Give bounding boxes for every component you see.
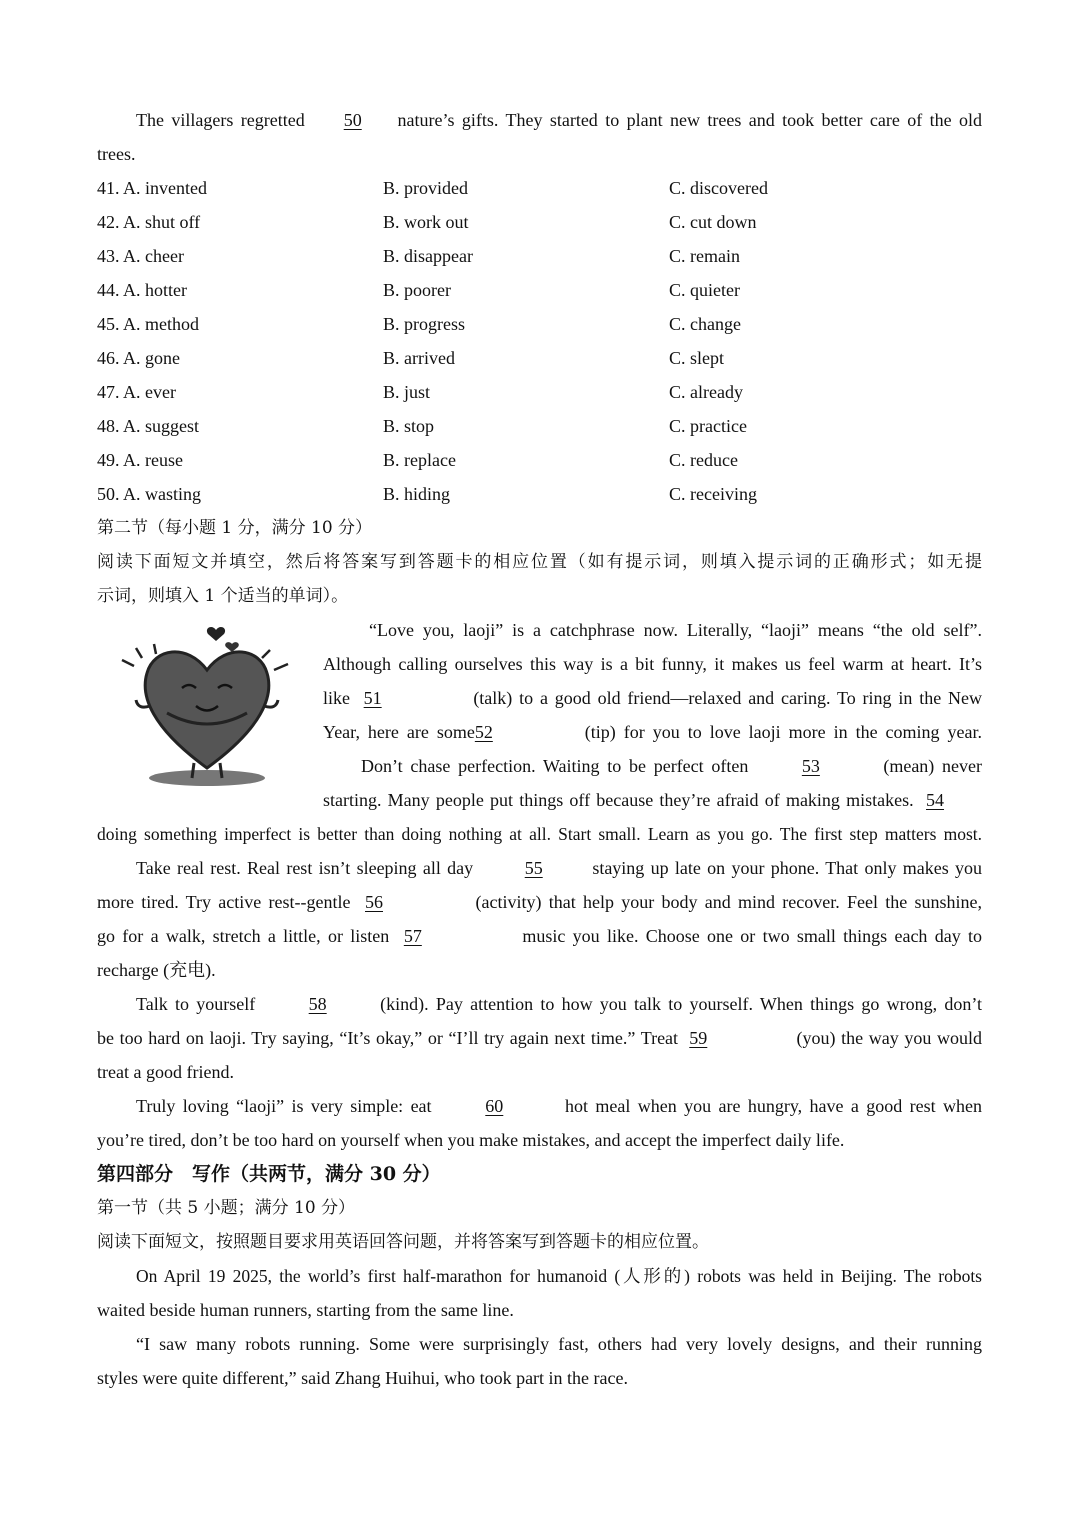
option-a: 43. A. cheer — [97, 246, 184, 266]
text: (kind). Pay attention to how you talk to yourself. When things go wrong, don’t — [380, 994, 983, 1014]
passage-line: recharge (充电). — [97, 960, 216, 980]
blank-53: 53 — [801, 756, 820, 776]
passage-line — [97, 987, 982, 1021]
reading-line: “I saw many robots running. Some were surprisingly fast, others had very lovely designs, and their running — [136, 1334, 982, 1354]
text: go for a walk, stretch a little, or listen — [97, 926, 390, 946]
passage-line — [97, 851, 982, 885]
option-a: 49. A. reuse — [97, 450, 183, 470]
text: Don’t chase perfection. Waiting to be perfect often — [361, 756, 749, 776]
option-a: 44. A. hotter — [97, 280, 187, 300]
option-a: 42. A. shut off — [97, 212, 201, 232]
option-b: B. disappear — [383, 246, 473, 266]
option-a: 50. A. wasting — [97, 484, 202, 504]
option-b: B. just — [383, 382, 431, 402]
reading-line: waited beside human runners, starting from the same line. — [97, 1300, 514, 1320]
option-a: 47. A. ever — [97, 382, 176, 402]
text: (you) the way you would — [796, 1028, 983, 1048]
blank-51: 51 — [363, 688, 382, 708]
passage-line — [323, 715, 982, 749]
passage-line — [323, 783, 982, 817]
option-c: C. slept — [669, 348, 725, 368]
option-a: 46. A. gone — [97, 348, 180, 368]
blank-59: 59 — [689, 1028, 708, 1048]
option-c: C. practice — [669, 416, 747, 436]
option-row — [97, 341, 982, 375]
option-b: B. work out — [383, 212, 469, 232]
option-row — [97, 205, 982, 239]
cloze-last-sentence-end: trees. — [97, 144, 136, 164]
passage-line — [323, 749, 982, 783]
option-c: C. quieter — [669, 280, 740, 300]
text: Year, here are some — [323, 722, 475, 742]
passage-line: treat a good friend. — [97, 1062, 234, 1082]
blank-57: 57 — [403, 926, 422, 946]
text: more tired. Try active rest--gentle — [97, 892, 351, 912]
text: The villagers regretted — [136, 110, 305, 130]
option-b: B. progress — [383, 314, 465, 334]
option-row — [97, 171, 982, 205]
blank-58: 58 — [308, 994, 327, 1014]
text: Take real rest. Real rest isn’t sleeping all day — [136, 858, 474, 878]
passage-line: doing something imperfect is better than doing nothing at all. Start small. Learn as you go. The first step matters most. — [97, 824, 982, 844]
option-b: B. stop — [383, 416, 435, 436]
text: Talk to yourself — [136, 994, 256, 1014]
text: starting. Many people put things off because they’re afraid of making mistakes. — [323, 790, 914, 810]
passage-line — [97, 1021, 982, 1055]
option-c: C. reduce — [669, 450, 738, 470]
blank-55: 55 — [524, 858, 543, 878]
option-c: C. cut down — [669, 212, 757, 232]
text: nature’s gifts. They started to plant new trees and took better care of the old — [397, 110, 982, 130]
reading-line: styles were quite different,” said Zhang Huihui, who took part in the race. — [97, 1368, 629, 1388]
cloze-last-sentence — [97, 103, 982, 137]
passage-line: Although calling ourselves this way is a bit funny, it makes us feel warm at heart. It’s — [323, 654, 982, 674]
section-instructions: 阅读下面短文并填空，然后将答案写到答题卡的相应位置（如有提示词，则填入提示词的正确形式；如无提 — [97, 552, 982, 572]
passage-line — [97, 1089, 982, 1123]
part-heading: 第四部分 写作（共两节，满分 30 分） — [97, 1163, 441, 1185]
section-heading: 第二节（每小题 1 分，满分 10 分） — [97, 518, 373, 538]
text: be too hard on laoji. Try saying, “It’s okay,” or “I’ll try again next time.” Treat — [97, 1028, 679, 1048]
passage-line — [97, 885, 982, 919]
option-b: B. arrived — [383, 348, 455, 368]
option-row — [97, 409, 982, 443]
option-c: C. receiving — [669, 484, 757, 504]
option-b: B. provided — [383, 178, 468, 198]
passage-line — [323, 681, 982, 715]
text: (talk) to a good old friend—relaxed and caring. To ring in the New — [473, 688, 982, 708]
option-c: C. change — [669, 314, 741, 334]
text: music you like. Choose one or two small things each day to — [522, 926, 982, 946]
text: hot meal when you are hungry, have a good rest when — [565, 1096, 983, 1116]
option-a: 41. A. invented — [97, 178, 207, 198]
option-row — [97, 477, 982, 511]
option-a: 48. A. suggest — [97, 416, 200, 436]
section-heading: 第一节（共 5 小题；满分 10 分） — [97, 1198, 356, 1218]
passage-line: “Love you, laoji” is a catchphrase now. Literally, “laoji” means “the old self”. — [369, 620, 982, 640]
section-instructions: 阅读下面短文，按照题目要求用英语回答问题，并将答案写到答题卡的相应位置。 — [97, 1232, 709, 1252]
option-row — [97, 273, 982, 307]
option-b: B. hiding — [383, 484, 451, 504]
option-row — [97, 239, 982, 273]
blank-60: 60 — [485, 1096, 504, 1116]
reading-line: On April 19 2025, the world’s first half-marathon for humanoid (人形的) robots was held in Beijing. The robots — [136, 1266, 982, 1286]
passage-line — [97, 919, 982, 953]
text: (tip) for you to love laoji more in the coming year. — [584, 722, 982, 742]
option-c: C. remain — [669, 246, 740, 266]
text: staying up late on your phone. That only makes you — [592, 858, 983, 878]
blank-52: 52 — [474, 722, 493, 742]
option-b: B. replace — [383, 450, 456, 470]
text: like — [323, 688, 350, 708]
option-a: 45. A. method — [97, 314, 199, 334]
option-b: B. poorer — [383, 280, 451, 300]
heart-hug-illustration — [112, 618, 302, 793]
option-c: C. discovered — [669, 178, 768, 198]
passage-line: you’re tired, don’t be too hard on yourself when you make mistakes, and accept the imperfect daily life. — [97, 1130, 845, 1150]
option-row — [97, 375, 982, 409]
option-c: C. already — [669, 382, 743, 402]
blank-54: 54 — [926, 790, 945, 810]
text: (activity) that help your body and mind recover. Feel the sunshine, — [475, 892, 983, 912]
option-row — [97, 443, 982, 477]
text: (mean) never — [883, 756, 983, 776]
blank-50: 50 — [343, 110, 362, 130]
section-instructions-end: 示词，则填入 1 个适当的单词）。 — [97, 586, 349, 606]
text: Truly loving “laoji” is very simple: eat — [136, 1096, 432, 1116]
blank-56: 56 — [365, 892, 383, 912]
option-row — [97, 307, 982, 341]
